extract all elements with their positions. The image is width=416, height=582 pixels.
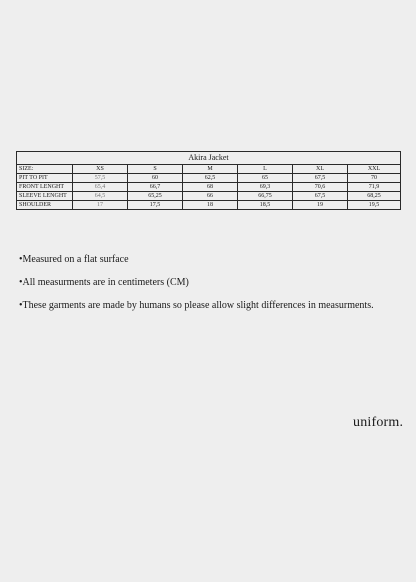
header-size-label: SIZE: <box>17 165 73 174</box>
table-cell: 65,4 <box>73 183 128 192</box>
row-label: SHOULDER <box>17 201 73 210</box>
table-cell: 66,75 <box>238 192 293 201</box>
note-flat-surface: •Measured on a flat surface <box>19 254 129 265</box>
table-cell: 66 <box>183 192 238 201</box>
table-cell: 70,6 <box>293 183 348 192</box>
table-row <box>17 201 401 210</box>
table-cell: 65 <box>238 174 293 183</box>
table-cell: 17 <box>73 201 128 210</box>
table-cell: 65,25 <box>128 192 183 201</box>
row-label: SLEEVE LENGHT <box>17 192 73 201</box>
table-cell: 19 <box>293 201 348 210</box>
row-label: PIT TO PIT <box>17 174 73 183</box>
header-size-m: M <box>183 165 238 174</box>
table-cell: 62,5 <box>183 174 238 183</box>
table-cell: 69,3 <box>238 183 293 192</box>
note-units: •All measurments are in centimeters (CM) <box>19 277 189 288</box>
measurement-notes <box>19 254 374 323</box>
table-cell: 71,9 <box>348 183 401 192</box>
table-cell: 68 <box>183 183 238 192</box>
table-cell: 67,5 <box>293 192 348 201</box>
table-row <box>17 183 401 192</box>
table-row <box>17 192 401 201</box>
table-row <box>17 174 401 183</box>
row-label: FRONT LENGHT <box>17 183 73 192</box>
size-chart-table <box>16 151 401 210</box>
table-cell: 19,5 <box>348 201 401 210</box>
table-cell: 57,5 <box>73 174 128 183</box>
header-size-l: L <box>238 165 293 174</box>
header-size-xxl: XXL <box>348 165 401 174</box>
note-handmade: •These garments are made by humans so please allow slight differences in measurments. <box>19 300 374 311</box>
table-title: Akira Jacket <box>17 152 401 165</box>
table-cell: 64,5 <box>73 192 128 201</box>
table-cell: 68,25 <box>348 192 401 201</box>
table-header-row <box>17 165 401 174</box>
table-title-row <box>17 152 401 165</box>
table-cell: 18,5 <box>238 201 293 210</box>
header-size-s: S <box>128 165 183 174</box>
table-cell: 17,5 <box>128 201 183 210</box>
brand-logo: uniform. <box>353 415 404 430</box>
table-cell: 60 <box>128 174 183 183</box>
table-cell: 67,5 <box>293 174 348 183</box>
header-size-xs: XS <box>73 165 128 174</box>
table-cell: 18 <box>183 201 238 210</box>
header-size-xl: XL <box>293 165 348 174</box>
table-cell: 66,7 <box>128 183 183 192</box>
table-cell: 70 <box>348 174 401 183</box>
